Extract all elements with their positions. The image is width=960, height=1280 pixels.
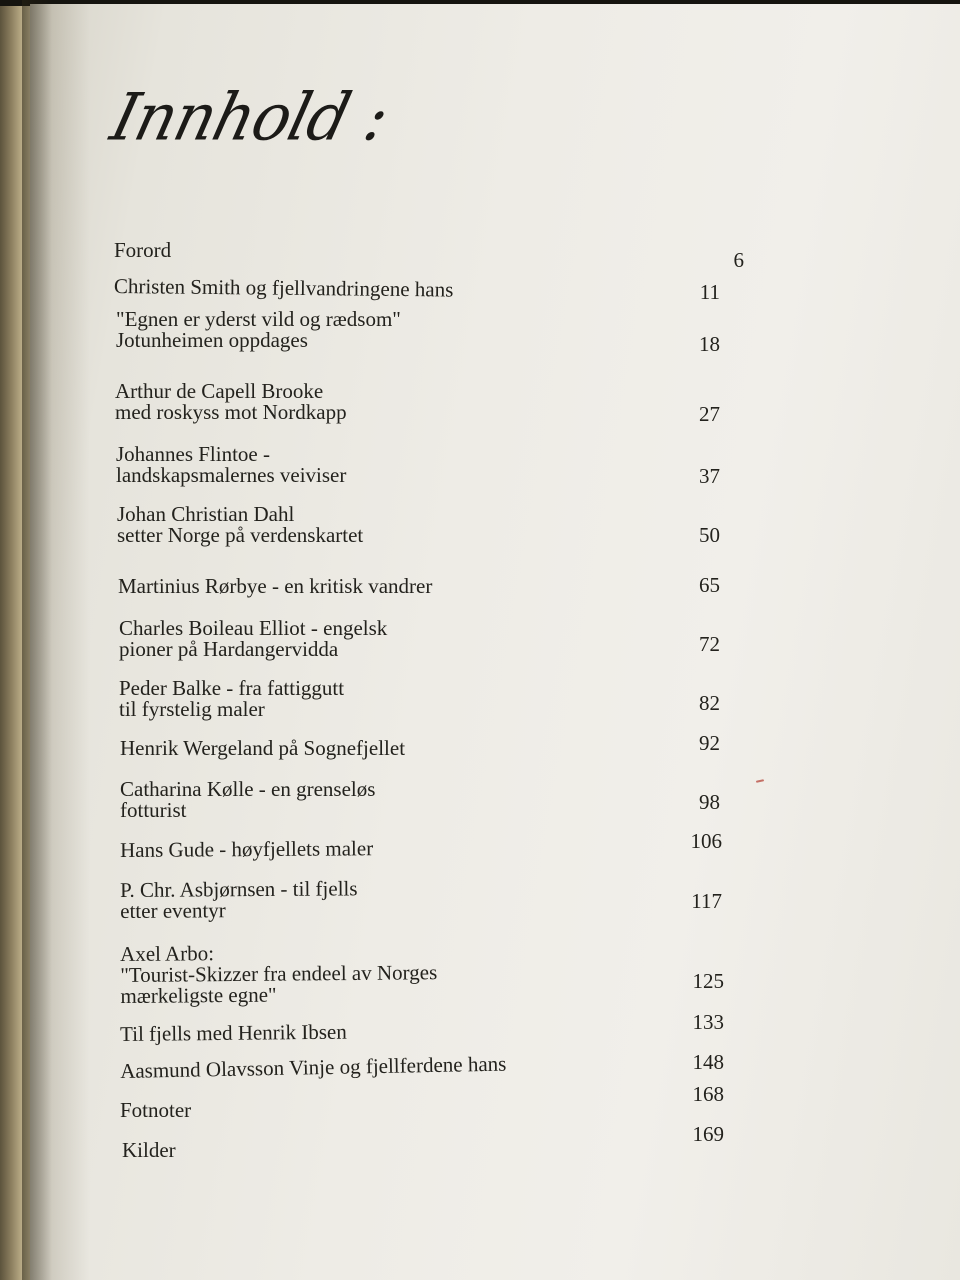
- toc-entry-line: Kilder: [122, 1138, 176, 1162]
- toc-entry-line: Henrik Wergeland på Sognefjellet: [120, 736, 406, 760]
- toc-page-number: 106: [690, 829, 722, 853]
- toc-page-number: 82: [699, 691, 720, 715]
- toc-entry-line: "Egnen er yderst vild og rædsom": [116, 307, 401, 331]
- toc-page-number: 27: [699, 402, 720, 426]
- toc-entry-title: [122, 1140, 176, 1161]
- toc-entry-title: [120, 878, 358, 922]
- toc-page-number: 169: [692, 1122, 724, 1146]
- toc-entry-title: [120, 941, 437, 1007]
- toc-entry-title: [120, 779, 375, 821]
- toc-page-number: 168: [692, 1082, 724, 1106]
- toc-page-number: 37: [699, 464, 720, 488]
- toc-page-number: 117: [691, 889, 722, 913]
- toc-page-number: 6: [733, 248, 744, 272]
- toc-entry-line: fotturist: [120, 798, 187, 822]
- toc-entry-line: Hans Gude - høyfjellets maler: [119, 836, 374, 862]
- toc-entry-title: [115, 381, 347, 423]
- toc-entry-title: [114, 240, 171, 261]
- page-gutter-shadow: [22, 0, 52, 1280]
- toc-entry-title: [120, 1100, 191, 1121]
- toc-entry-title: [119, 1019, 347, 1046]
- toc-entry-line: mærkeligste egne": [120, 982, 277, 1008]
- toc-entry-line: Charles Boileau Elliot - engelsk: [119, 616, 388, 640]
- toc-entry-line: Johan Christian Dahl: [117, 502, 295, 526]
- toc-entry-title: [116, 444, 346, 486]
- toc-page-number: 133: [692, 1010, 724, 1034]
- toc-page-number: 11: [699, 280, 720, 304]
- toc-page-number: 92: [699, 731, 720, 755]
- toc-page-number: 72: [699, 632, 720, 656]
- toc-entry-title: [114, 276, 454, 301]
- toc-page-number: 18: [699, 332, 720, 356]
- toc-entry-title: [119, 618, 387, 660]
- toc-page-number: 148: [692, 1050, 724, 1074]
- toc-entry-line: Aasmund Olavsson Vinje og fjellferdene hans: [119, 1051, 507, 1083]
- toc-entry-title: [119, 678, 344, 720]
- toc-entry-line: "Tourist-Skizzer fra endeel av Norges: [120, 960, 438, 987]
- book-page: [30, 4, 960, 1280]
- toc-entry-line: Johannes Flintoe -: [116, 442, 270, 466]
- toc-entry-line: landskapsmalernes veiviser: [116, 463, 347, 487]
- toc-entry-line: til fyrstelig maler: [119, 697, 265, 721]
- toc-page-number: 125: [692, 969, 724, 993]
- toc-entry-line: pioner på Hardangervidda: [119, 637, 339, 661]
- toc-entry-line: Til fjells med Henrik Ibsen: [119, 1019, 347, 1046]
- toc-entry-title: [118, 576, 432, 597]
- toc-page-number: 50: [699, 523, 720, 547]
- toc-entry-line: Forord: [114, 238, 172, 262]
- toc-entry-title: [120, 738, 405, 759]
- toc-page-number: 65: [699, 573, 720, 597]
- toc-entry-line: Martinius Rørbye - en kritisk vandrer: [118, 574, 433, 598]
- red-ink-mark: [756, 779, 764, 783]
- toc-entry-line: Peder Balke - fra fattiggutt: [119, 676, 345, 700]
- toc-entry-line: P. Chr. Asbjørnsen - til fjells: [119, 876, 358, 902]
- toc-entry-title: [119, 1051, 507, 1083]
- toc-entry-line: Catharina Kølle - en grenseløs: [120, 777, 376, 801]
- page-title: Innhold :: [104, 78, 396, 155]
- toc-entry-line: Jotunheimen oppdages: [116, 328, 308, 352]
- toc-entry-line: Axel Arbo:: [119, 941, 215, 966]
- toc-entry-line: setter Norge på verdenskartet: [117, 523, 364, 547]
- toc-entry-line: med roskyss mot Nordkapp: [115, 400, 347, 424]
- toc-page-number: 98: [699, 790, 720, 814]
- toc-entry-line: Arthur de Capell Brooke: [115, 379, 324, 403]
- toc-entry-title: [117, 504, 363, 546]
- toc-entry-title: [120, 838, 373, 861]
- toc-entry-line: Christen Smith og fjellvandringene hans: [113, 274, 454, 302]
- toc-entry-title: [116, 309, 401, 351]
- toc-entry-line: etter eventyr: [120, 898, 226, 923]
- toc-entry-line: Fotnoter: [120, 1098, 192, 1122]
